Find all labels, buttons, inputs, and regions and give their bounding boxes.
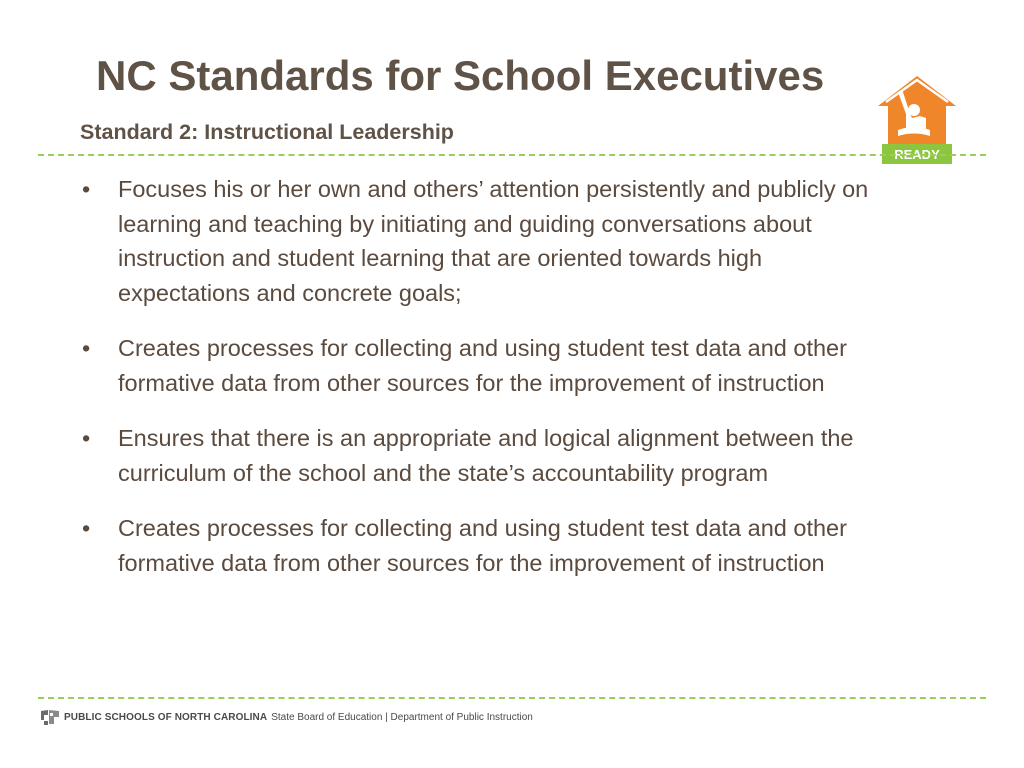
bullet-text: Focuses his or her own and others’ attention persistently and publicly on learning and teaching by initiating and guiding conversations about instruction and student learning that are oriented towards high expectations and concrete goals; xyxy=(118,176,869,306)
bullet-item xyxy=(78,511,898,580)
divider-top xyxy=(38,154,986,156)
bullet-text: Creates processes for collecting and using student test data and other formative data from other sources for the improvement of instruction xyxy=(118,335,847,396)
footer-org-detail: State Board of Education | Department of Public Instruction xyxy=(271,711,533,723)
bullet-marker: • xyxy=(82,176,91,202)
bullet-list xyxy=(78,172,898,601)
logo-label: READY xyxy=(894,147,940,162)
bullet-marker: • xyxy=(82,425,91,451)
bullet-marker: • xyxy=(82,515,91,541)
bullet-text: Ensures that there is an appropriate and logical alignment between the curriculum of the school and the state’s accountability program xyxy=(118,425,854,486)
nc-map-icon xyxy=(40,708,60,726)
bullet-text: Creates processes for collecting and using student test data and other formative data from other sources for the improvement of instruction xyxy=(118,515,847,576)
divider-bottom xyxy=(38,697,986,699)
ready-logo-icon xyxy=(876,74,958,166)
slide-title: NC Standards for School Executives xyxy=(96,52,825,99)
bullet-marker: • xyxy=(82,335,91,361)
footer-org-name: PUBLIC SCHOOLS OF NORTH CAROLINA xyxy=(64,711,268,723)
bullet-item xyxy=(78,421,898,490)
bullet-item xyxy=(78,172,898,310)
footer xyxy=(40,708,533,726)
slide-subtitle: Standard 2: Instructional Leadership xyxy=(80,120,454,144)
bullet-item xyxy=(78,331,898,400)
